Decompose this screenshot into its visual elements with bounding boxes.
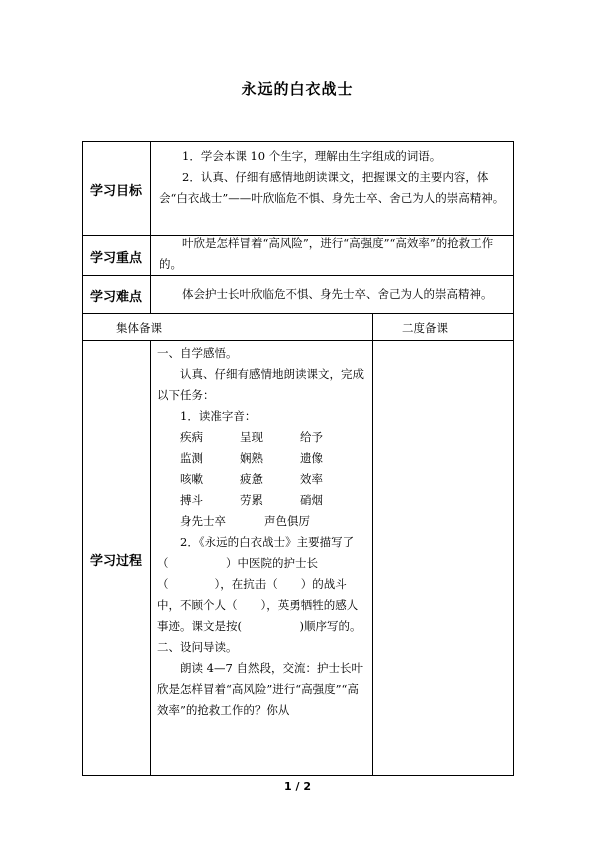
word-row <box>157 511 367 532</box>
collective-prep-header: 集体备课 <box>116 321 162 335</box>
word: 效率 <box>300 472 323 486</box>
guided-reading-question: 朗读 4—7 自然段，交流：护士长叶欣是怎样冒着“高风险”进行“高强度”“高效率”的抢救工作的？你从 <box>157 661 363 717</box>
table-border-right <box>513 141 514 776</box>
word-row <box>157 448 367 469</box>
page-number: 1 / 2 <box>284 780 311 793</box>
word: 硝烟 <box>300 493 323 507</box>
second-prep-header: 二度备课 <box>402 321 448 335</box>
row-divider-header <box>82 340 514 341</box>
word-row <box>157 469 367 490</box>
goals-label: 学习目标 <box>90 184 143 199</box>
difficulty-text: 体会护士长叶欣临危不惧、身先士卒、舍己为人的崇高精神。 <box>182 287 493 301</box>
task-read-pronunciation: 1．读准字音： <box>180 409 257 423</box>
word: 呈现 <box>240 430 263 444</box>
key-point-label: 学习重点 <box>90 251 143 266</box>
word: 遗像 <box>300 451 323 465</box>
word: 声色俱厉 <box>264 514 310 528</box>
word: 娴熟 <box>240 451 263 465</box>
word: 疲惫 <box>240 472 263 486</box>
row-divider-difficulty <box>82 313 514 314</box>
self-study-intro: 认真、仔细有感情地朗读课文，完成以下任务： <box>157 367 364 402</box>
key-point-text: 叶欣是怎样冒着“高风险”，进行“高强度”“高效率”的抢救工作的。 <box>159 236 494 271</box>
section-self-study: 一、自学感悟。 <box>157 346 238 360</box>
process-label: 学习过程 <box>90 554 143 569</box>
label-column-divider-bottom <box>150 340 151 775</box>
word: 劳累 <box>240 493 263 507</box>
goals-item-2: 2．认真、仔细有感情地朗读课文，把握课文的主要内容，体会“白衣战士”——叶欣临危不惧、身先士卒、舍己为人的崇高精神。 <box>159 170 505 205</box>
goals-item-1: 1．学会本课 10 个生字，理解由生字组成的词语。 <box>182 149 442 163</box>
document-title: 永远的白衣战士 <box>241 80 354 98</box>
word: 给予 <box>300 430 323 444</box>
word: 搏斗 <box>180 493 203 507</box>
table-border-left <box>82 141 83 776</box>
word-row <box>157 490 367 511</box>
word-row <box>157 427 367 448</box>
section-guided-reading: 二、设问导读。 <box>157 640 238 654</box>
second-prep-column-divider <box>372 313 373 775</box>
word: 咳嗽 <box>180 472 203 486</box>
word: 疾病 <box>180 430 203 444</box>
word: 监测 <box>180 451 203 465</box>
word: 身先士卒 <box>180 514 226 528</box>
table-border-bottom <box>82 775 514 776</box>
table-border-top <box>82 141 514 142</box>
row-divider-key <box>82 275 514 276</box>
label-column-divider-top <box>150 141 151 313</box>
process-content <box>157 343 367 721</box>
difficulty-label: 学习难点 <box>90 290 143 305</box>
task-fill-blanks: 2．《永远的白衣战士》主要描写了（ ）中医院的护士长（ ），在抗击（ ）的战斗中，不顾个人（ ），英勇牺牲的感人事迹。课文是按( )顺序写的。 <box>157 535 362 633</box>
